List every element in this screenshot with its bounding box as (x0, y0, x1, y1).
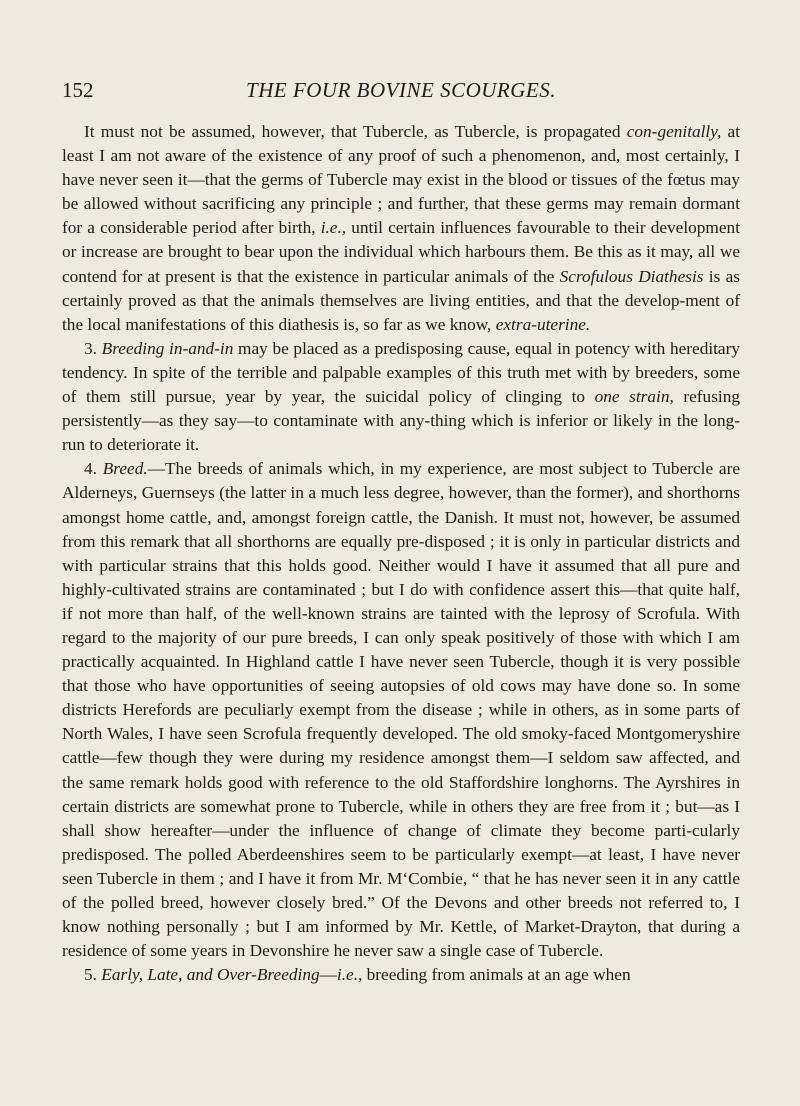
text-run: —The breeds of animals which, in my experience, are most subject to Tubercle are Alderneys, Guernseys (the latter in a much less degree, however, than the former), and shorthorns amongst home cattle, and, amongst foreign cattle, the Danish. It must not, however, be assumed from this remark that all shorthorns are equally pre-disposed ; it is only in particular districts and with particular strains that this holds good. Neither would I have it assumed that all pure and highly-cultivated strains are contaminated ; but I do with confidence assert this—that quite half, if not more than half, of the well-known strains are tainted with the leprosy of Scrofula. With regard to the majority of our pure breeds, I can only speak positively of those with which I am practically acquainted. In Highland cattle I have never seen Tubercle, though it is very possible that those who have opportunities of seeing autopsies of old cows may have done so. In some districts Herefords are peculiarly exempt from the disease ; while in others, as in some parts of North Wales, I have seen Scrofula frequently developed. The old smoky-faced Montgomeryshire cattle—few though they were during my residence amongst them—I seldom saw affected, and the same remark holds good with reference to the old Staffordshire longhorns. The Ayrshires in certain districts are somewhat prone to Tubercle, while in others they are free from it ; but—as I shall show hereafter—under the influence of change of climate they become parti-cularly predisposed. The polled Aberdeenshires seem to be particularly exempt—at least, I have never seen Tubercle in them ; and I have it from Mr. M‘Combie, “ that he has never seen it in any cattle of the polled breed, however closely bred.” Of the Devons and other breeds not referred to, I know nothing personally ; but I am informed by Mr. Kettle, of Market-Drayton, that during a residence of some years in Devonshire he never saw a single case of Tubercle. (62, 459, 740, 961)
page-number: 152 (62, 78, 94, 102)
italic-run: con-genitally, (626, 122, 722, 141)
text-run: 3. (84, 338, 102, 358)
text-run: — (319, 965, 337, 985)
text-run: It must not be assumed, however, that Tubercle, as Tubercle, is propagated (84, 122, 627, 141)
paragraph-tubercle-congenital (62, 120, 740, 337)
text-run: refusing persistently—as they say—to contaminate with any-thing which is inferior or likely in the long-run to deteriorate it. (62, 387, 740, 455)
italic-run: i.e., (320, 218, 347, 238)
text-run: is as certainly proved as that the animals themselves are living entities, and that the develop-ment of the local manifestations of this diathesis is, so far as we know, (62, 266, 740, 334)
italic-run: Breed. (102, 459, 148, 479)
paragraph-early-late-breeding (62, 963, 740, 987)
book-page (62, 0, 740, 987)
text-run: at least I am not aware of the existence of any proof of such a phenomenon, and, most certainly, I have never seen it—that the germs of Tubercle may exist in the blood or tissues of the fœtus may be allowed without sacrificing any principle ; and further, that these germs may remain dormant for a considerable period after birth, (62, 122, 741, 238)
body-text (62, 120, 740, 987)
text-run: until certain influences favourable to their development or increase are brought to bear upon the individual which harbours them. Be this as it may, all we contend for at present is that the existence in particular animals of the (62, 218, 740, 286)
paragraph-breed (62, 457, 740, 963)
italic-run: i.e., (336, 965, 363, 985)
text-run: may be placed as a predisposing cause, equal in potency with hereditary tendency. In spite of the terrible and palpable examples of this truth met with by breeders, some of them still pursue, year by year, the suicidal policy of clinging to (62, 338, 740, 407)
text-run: 5. (84, 965, 102, 985)
italic-run: Early, Late, and Over-Breeding (101, 965, 320, 985)
paragraph-breeding-in-and-in (62, 337, 740, 457)
italic-run: one strain, (594, 387, 674, 407)
running-title: THE FOUR BOVINE SCOURGES. (246, 78, 556, 102)
text-run: breeding from animals at an age when (362, 965, 631, 985)
italic-run: Scrofulous Diathesis (559, 266, 704, 286)
text-run: 4. (84, 459, 103, 479)
italic-run: Breeding in-and-in (101, 338, 234, 358)
running-head (62, 76, 740, 106)
italic-run: extra-uterine. (495, 314, 591, 334)
